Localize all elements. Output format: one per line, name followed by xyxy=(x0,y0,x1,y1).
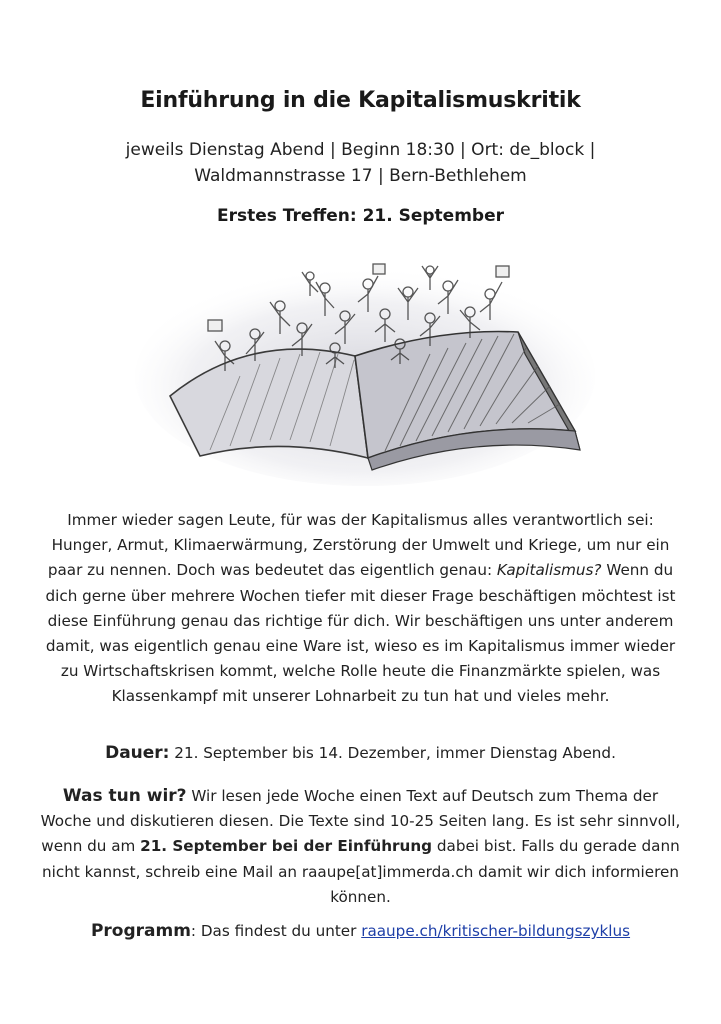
dauer-text: 21. September bis 14. Dezember, immer Dienstag Abend. xyxy=(169,744,616,762)
programm-text: : Das findest du unter xyxy=(190,922,362,940)
intro-paragraph xyxy=(40,508,681,710)
was-tun-bold: 21. September bei der Einführung xyxy=(140,837,433,856)
dauer-label: Dauer: xyxy=(105,743,170,763)
first-meeting: Erstes Treffen: 21. September xyxy=(217,206,504,226)
was-tun-paragraph xyxy=(40,784,681,910)
was-tun-text-2: dabei bist. Falls du gerade dann nicht kannst, schreib eine Mail an raaupe[at]immerda.ch damit wir dich informieren können. xyxy=(42,837,680,906)
event-details-line-2: Waldmannstrasse 17 | Bern-Bethlehem xyxy=(194,166,527,186)
intro-text-1: Immer wieder sagen Leute, für was der Kapitalismus alles verantwortlich sei: Hunger, Armut, Klimaerwärmung, Zerstörung der Umwelt und Kriege, um nur ein paar zu nennen. Doch was bedeutet das eigentlich genau: xyxy=(47,511,670,580)
dauer-paragraph xyxy=(40,741,681,766)
programm-label: Programm xyxy=(90,921,191,941)
was-tun-label: Was tun wir? xyxy=(62,786,187,806)
page-title: Einführung in die Kapitalismuskritik xyxy=(140,88,581,113)
open-book-crowd-icon xyxy=(130,236,600,486)
intro-italic: Kapitalismus? xyxy=(496,561,602,580)
programm-link[interactable]: raaupe.ch/kritischer-bildungszyklus xyxy=(361,922,631,940)
intro-text-2: Wenn du dich gerne über mehrere Wochen tiefer mit dieser Frage beschäftigen möchtest ist diese Einführung genau das richtige für dich. Wir beschäftigen uns unter anderem damit, was eigentlich genau eine Ware ist, wieso es im Kapitalismus immer wieder zu Wirtschaftskrisen kommt, welche Rolle heute die Finanzmärkte spielen, was Klassenkampf mit unserer Lohnarbeit zu tun hat und vieles mehr. xyxy=(45,561,676,706)
programm-paragraph xyxy=(40,919,681,944)
was-tun-text-1: Wir lesen jede Woche einen Text auf Deutsch zum Thema der Woche und diskutieren diesen. Die Texte sind 10-25 Seiten lang. Es ist sehr sinnvoll, wenn du am xyxy=(40,787,681,856)
event-details-line-1: jeweils Dienstag Abend | Beginn 18:30 | Ort: de_block | xyxy=(125,140,596,160)
